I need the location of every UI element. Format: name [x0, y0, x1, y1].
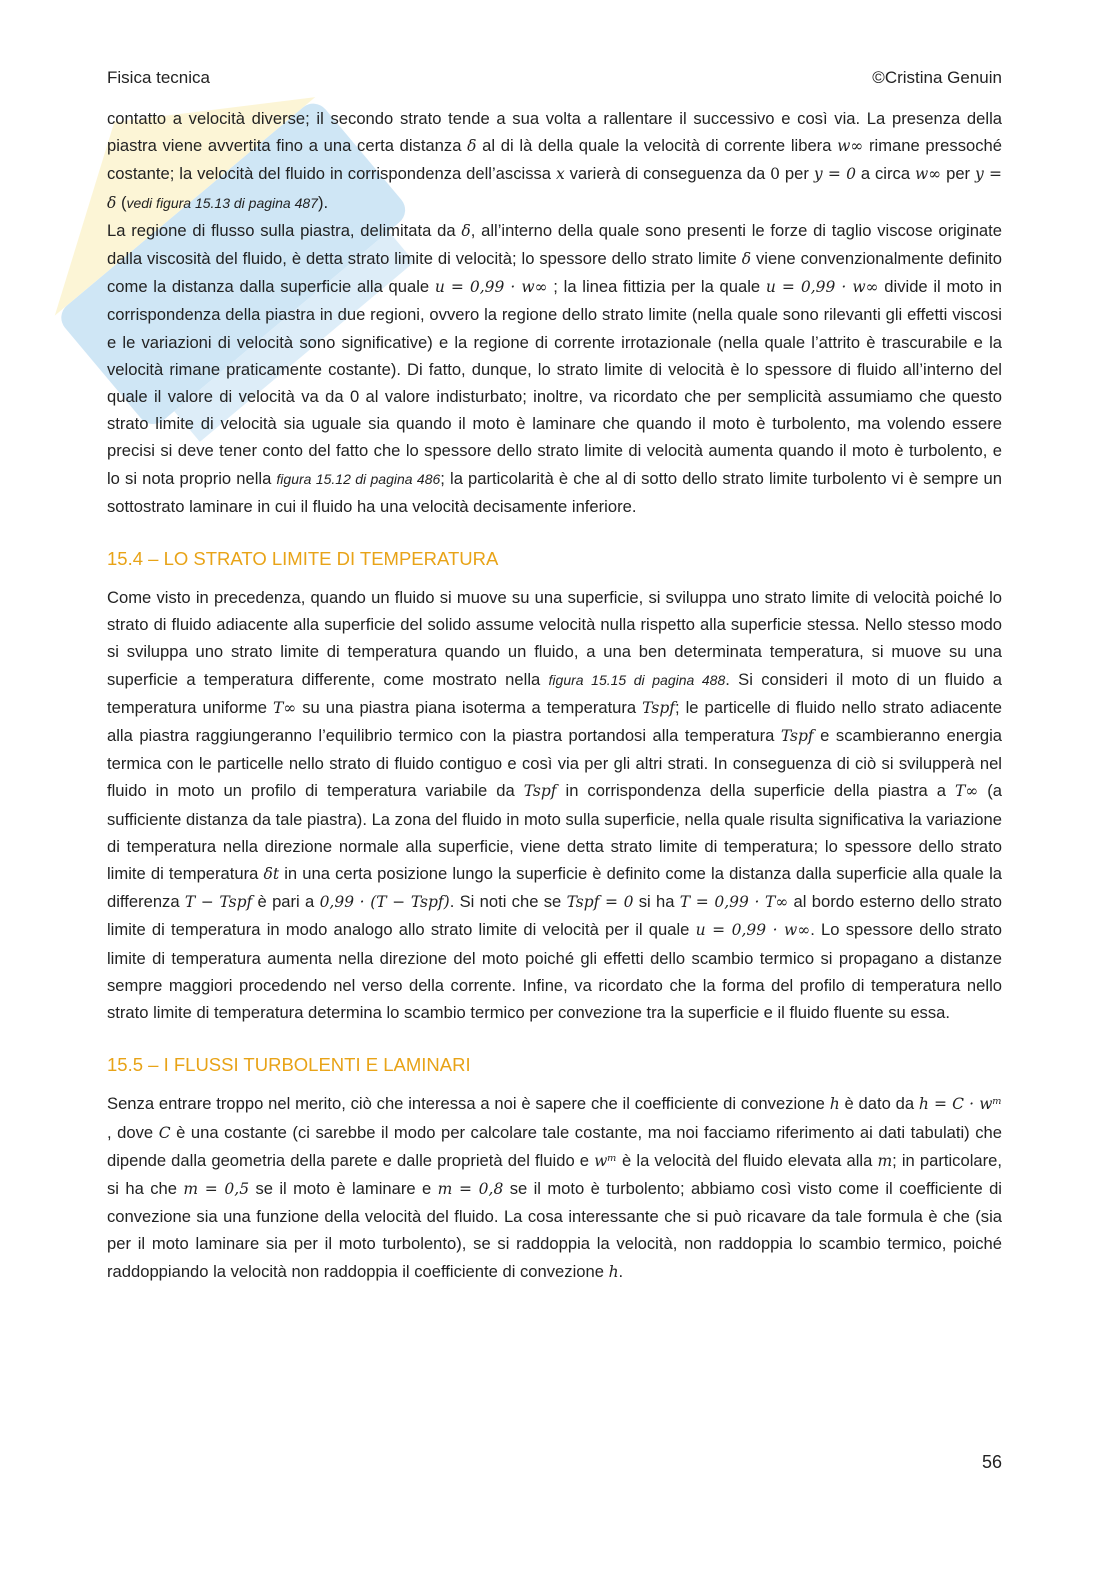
- paragraph-temperature-boundary-layer: Come visto in precedenza, quando un fluido si muove su una superficie, si sviluppa uno strato limite di velocità poiché lo strato di fluido adiacente alla superficie del solido assume velocità nulla rispetto alla superficie stessa. Nello stesso modo si sviluppa uno strato limite di temperatura quando un fluido, a una ben determinata temperatura, si muove su una superficie a temperatura differente, come mostrato nella figura 15.15 di pagina 488. Si consideri il moto di un fluido a temperatura uniforme T∞ su una piastra piana isoterma a temperatura Tspf; le particelle di fluido nello strato adiacente alla piastra raggiungeranno l’equilibrio termico con la piastra portandosi alla temperatura Tspf e scambieranno energia termica con le particelle nello strato di fluido contiguo e così via per gli altri strati. In conseguenza di ciò si svilupperà nel fluido in moto un profilo di temperatura variabile da Tspf in corrispondenza della superficie della piastra a T∞ (a sufficiente distanza da tale piastra). La zona del fluido in moto sulla superficie, nella quale risulta significativa la variazione di temperatura nella direzione normale alla superficie, viene detta strato limite di temperatura; lo spessore dello strato limite di temperatura δt in una certa posizione lungo la superficie è definito come la distanza dalla superficie alla quale la differenza T − Tspf è pari a 0,99 · (T − Tspf). Si noti che se Tspf = 0 si ha T = 0,99 · T∞ al bordo esterno dello strato limite di temperatura in modo analogo allo strato limite di velocità per il quale u = 0,99 · w∞. Lo spessore dello strato limite di temperatura aumenta nella direzione del moto poiché gli effetti dello scambio termico si propagano a distanze sempre maggiori procedendo nel verso della corrente. Infine, va ricordato che la forma del profilo di temperatura nello strato limite di temperatura determina lo scambio termico per convezione tra la superficie e il fluido fluente su essa.: [107, 588, 1002, 1023]
- figure-reference: figura 15.12 di pagina 486: [276, 470, 441, 487]
- paragraph-velocity-boundary-layer: La regione di flusso sulla piastra, delimitata da δ, all’interno della quale sono presenti le forze di taglio viscose originate dalla viscosità del fluido, è detta strato limite di velocità; lo spessore dello strato limite δ viene convenzionalmente definito come la distanza dalla superficie alla quale u = 0,99 · w∞ ; la linea fittizia per la quale u = 0,99 · w∞ divide il moto in corrispondenza della piastra in due regioni, ovvero la regione dello strato limite (nella quale sono rilevanti gli effetti viscosi e le variazioni di velocità sono significative) e la regione di corrente irrotazionale (nella quale l’attrito è trascurabile e la velocità rimane praticamente costante). Di fatto, dunque, lo strato limite di velocità è lo spessore di fluido all’interno del quale il valore di velocità va da 0 al valore indisturbato; inoltre, va ricordato che per semplicità assumiamo che questo strato limite di velocità sia uguale sia quando il moto è laminare che quando il moto è turbolento, ma volendo essere precisi si deve tener conto del fatto che lo spessore dello strato limite di velocità aumenta quando il moto è turbolento, e lo si nota proprio nella figura 15.12 di pagina 486; la particolarità è che al di sotto dello strato limite turbolento vi è sempre un sottostrato laminare in cui il fluido ha una velocità decisamente inferiore.: [107, 220, 1002, 516]
- header-author: ©Cristina Genuin: [872, 68, 1002, 87]
- page-content: [107, 105, 1002, 1286]
- section-heading-temperature-layer: 15.4 – LO STRATO LIMITE DI TEMPERATURA: [107, 548, 499, 570]
- figure-reference: figura 15.15 di pagina 488: [548, 671, 726, 688]
- page-number: 56: [981, 1452, 1002, 1472]
- paragraph-turbulent-laminar: Senza entrare troppo nel merito, ciò che interessa a noi è sapere che il coefficiente di convezione h è dato da h = C · wᵐ , dove C è una costante (ci sarebbe il modo per calcolare tale costante, ma noi facciamo riferimento ai dati tabulati) che dipende dalla geometria della parete e dalle proprietà del fluido e wᵐ è la velocità del fluido elevata alla m; in particolare, si ha che m = 0,5 se il moto è laminare e m = 0,8 se il moto è turbolento; abbiamo così visto come il coefficiente di convezione sia una funzione della velocità del fluido. La cosa interessante che si può ricavare da tale formula è che (sia per il moto laminare sia per il moto turbolento), se si raddoppia la velocità, non raddoppia lo scambio termico, poiché raddoppiando la velocità non raddoppia il coefficiente di convezione h.: [107, 1094, 1002, 1281]
- header-course-title: Fisica tecnica: [107, 68, 210, 87]
- figure-reference: vedi figura 15.13 di pagina 487: [126, 194, 318, 211]
- paragraph-velocity-layer-intro: contatto a velocità diverse; il secondo strato tende a sua volta a rallentare il successivo e così via. La presenza della piastra viene avvertita fino a una certa distanza δ al di là della quale la velocità di corrente libera w∞ rimane pressoché costante; la velocità del fluido in corrispondenza dell’ascissa x varierà di conseguenza da 0 per y = 0 a circa w∞ per y = δ (vedi figura 15.13 di pagina 487).: [107, 109, 1002, 212]
- section-heading-flows: 15.5 – I FLUSSI TURBOLENTI E LAMINARI: [107, 1054, 471, 1076]
